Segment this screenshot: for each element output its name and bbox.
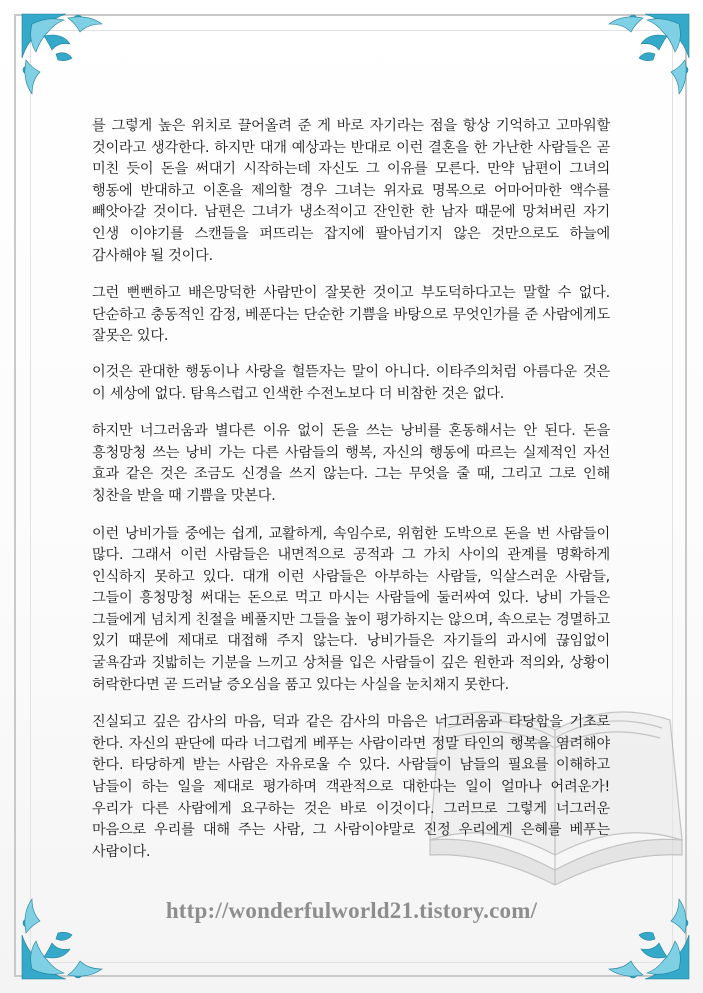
flourish-ornament-icon	[18, 10, 113, 105]
paragraph: 를 그렇게 높은 위치로 끌어올려 준 게 바로 자기라는 점을 항상 기억하고 고마워할 것이라고 생각한다. 하지만 대개 예상과는 반대로 이런 결혼을 한 가난한 사람들은 곧 미친 듯이 돈을 써대기 시작하는데 자신도 그 이유를 모른다. 만약 남편이 그녀의 행동에 반대하고 이혼을 제의할 경우 그녀는 위자료 명목으로 어마어마한 액수를 빼앗아갈 것이다. 남편은 그녀가 냉소적이고 잔인한 한 남자 때문에 망쳐버린 자기 인생 이야기를 스캔들을 퍼뜨리는 잡지에 팔아넘기지 않은 것만으로도 하늘에 감사해야 될 것이다.	[92, 118, 610, 264]
paragraph: 이것은 관대한 행동이나 사랑을 헐뜯자는 말이 아니다. 이타주의처럼 아름다운 것은 이 세상에 없다. 탐욕스럽고 인색한 수전노보다 더 비참한 것은 없다.	[92, 363, 610, 402]
paragraph: 이런 낭비가들 중에는 쉽게, 교활하게, 속임수로, 위험한 도박으로 돈을 번 사람들이 많다. 그래서 이런 사람들은 내면적으로 공적과 그 가치 사이의 관계를 명확하게 인식하지 못하고 있다. 대개 이런 사람들은 아부하는 사람들, 익살스러운 사람들, 그들이 흥청망청 써대는 돈으로 먹고 마시는 사람들에 둘러싸여 있다. 낭비 가들은 그들에게 넘치게 친절을 베풀지만 그들을 높이 평가하지는 않으며, 속으로는 경멸하고 있기 때문에 제대로 대접해 주지 않는다. 낭비가들은 자기들의 과시에 끊임없이 굴욕감과 짓밟히는 기분을 느끼고 상처를 입은 사람들이 깊은 원한과 적의와, 상황이 허락한다면 곧 드러날 증오심을 품고 있다는 사실을 눈치채지 못한다.	[92, 525, 610, 693]
flourish-ornament-icon	[598, 10, 693, 105]
paragraph: 그런 뻔뻔하고 배은망덕한 사람만이 잘못한 것이고 부도덕하다고는 말할 수 없다. 단순하고 충동적인 감정, 베푼다는 단순한 기쁨을 바탕으로 무엇인가를 준 사람에게도 잘못은 있다.	[92, 285, 610, 345]
footer-url: http://wonderfulworld21.tistory.com/	[165, 898, 538, 923]
paragraph: 진실되고 깊은 감사의 마음, 덕과 같은 감사의 마음은 너그러움과 타당함을 기초로 한다. 자신의 판단에 따라 너그럽게 베푸는 사람이라면 정말 타인의 행복을 염려해야 한다. 타당하게 받는 사람은 자유로울 수 있다. 사람들이 남들의 필요를 이해하고 남들이 하는 일을 제대로 평가하며 객관적으로 대한다는 일이 얼마나 어려운가! 우리가 다른 사람에게 요구하는 것은 바로 이것이다. 그러므로 그렇게 너그러운 마음으로 우리를 대해 주는 사람, 그 사람이야말로 진정 우리에게 은혜를 베푸는 사람이다.	[92, 714, 610, 860]
paragraph: 하지만 너그러움과 별다른 이유 없이 돈을 쓰는 낭비를 혼동해서는 안 된다. 돈을 흥청망청 쓰는 낭비 가는 다른 사람들의 행복, 자신의 행동에 따르는 실제적인 자선 효과 같은 것은 조금도 신경을 쓰지 않는다. 그는 무엇을 줄 때, 그리고 그로 인해 칭찬을 받을 때 기쁨을 맛본다.	[92, 423, 610, 504]
document-body	[92, 116, 610, 879]
